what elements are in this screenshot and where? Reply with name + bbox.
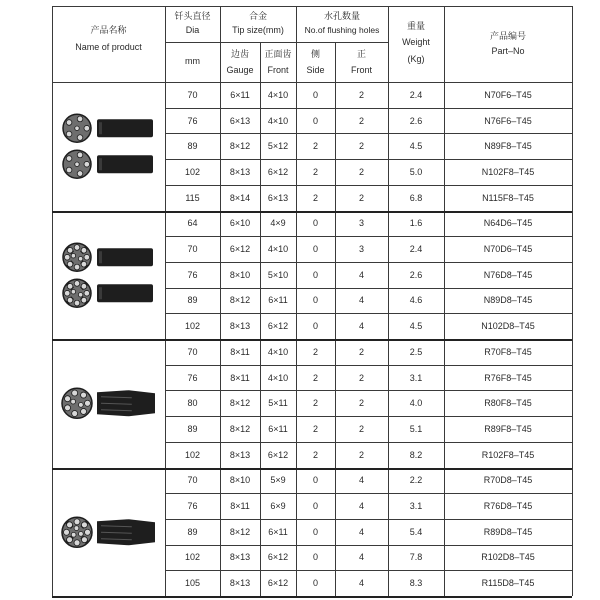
cell-hfront: 4: [358, 321, 364, 332]
cell-side: 0: [312, 475, 318, 486]
cell-front: 6×13: [267, 192, 289, 203]
cell-gauge: 8×13: [229, 552, 251, 563]
cell-front: 5×12: [267, 141, 289, 152]
cell-side: 2: [312, 166, 318, 177]
cell-part: R76D8–T45: [483, 501, 533, 512]
cell-weight: 8.3: [409, 578, 423, 589]
cell-hfront: 2: [358, 192, 364, 203]
cell-weight: 2.2: [409, 475, 423, 486]
cell-weight: 2.5: [409, 346, 423, 357]
table-top-rule: [52, 6, 572, 7]
cell-weight: 5.0: [409, 166, 423, 177]
cell-weight: 8.2: [409, 449, 423, 460]
cell-hfront: 2: [358, 423, 364, 434]
weight-header-cn: 重量: [406, 20, 425, 31]
cell-part: N64D6–T45: [483, 218, 533, 229]
cell-side: 0: [312, 578, 318, 589]
cell-weight: 7.8: [409, 552, 423, 563]
cell-dia: 102: [184, 552, 201, 563]
cell-hfront: 4: [358, 475, 364, 486]
cell-front: 4×9: [270, 218, 286, 229]
cell-gauge: 8×11: [230, 346, 250, 357]
cell-front: 6×12: [267, 166, 289, 177]
row-rule: [165, 365, 572, 366]
alloy-header-en: Tip size(mm): [232, 25, 284, 35]
cell-front: 4×10: [267, 244, 289, 255]
row-rule: [165, 313, 572, 314]
row-rule: [165, 262, 572, 263]
cell-front: 6×11: [268, 423, 288, 434]
cell-dia: 102: [184, 321, 201, 332]
table-right-rule: [572, 6, 573, 596]
retrac-drop-center-button-bit-icon: [55, 470, 163, 595]
cell-front: 4×10: [267, 115, 289, 126]
cell-part: R70D8–T45: [483, 475, 533, 486]
cell-hfront: 4: [358, 578, 364, 589]
cell-weight: 3.1: [409, 501, 423, 512]
cell-part: N102D8–T45: [481, 321, 535, 332]
cell-side: 2: [312, 346, 318, 357]
cell-front: 6×11: [268, 295, 288, 306]
cell-dia: 105: [184, 578, 201, 589]
cell-side: 0: [312, 526, 318, 537]
cell-weight: 5.1: [409, 423, 423, 434]
row-rule: [165, 390, 572, 391]
cell-side: 2: [312, 398, 318, 409]
cell-weight: 2.6: [409, 115, 423, 126]
row-rule: [165, 236, 572, 237]
row-rule: [165, 545, 572, 546]
cell-dia: 89: [187, 295, 198, 306]
cell-hfront: 4: [358, 552, 364, 563]
side-header-en: Side: [306, 65, 325, 75]
dia-header-en: Dia: [185, 25, 200, 35]
row-rule: [165, 519, 572, 520]
header-sub-rule: [220, 42, 296, 43]
cell-part: R80F8–T45: [484, 398, 532, 409]
cell-side: 2: [312, 141, 318, 152]
cell-side: 0: [312, 115, 318, 126]
weight-header-en: Weight: [402, 37, 430, 47]
table-left-rule: [52, 6, 53, 596]
cell-front: 4×10: [267, 346, 289, 357]
cell-front: 5×11: [268, 398, 288, 409]
cell-dia: 70: [187, 89, 198, 100]
cell-front: 6×11: [268, 526, 288, 537]
cell-side: 0: [312, 218, 318, 229]
dia-unit: mm: [185, 56, 200, 66]
cell-dia: 70: [187, 244, 198, 255]
product-header-cn: 产品名称: [90, 24, 127, 35]
row-rule: [165, 185, 572, 186]
cell-front: 5×10: [267, 269, 289, 280]
cell-gauge: 8×12: [229, 423, 251, 434]
cell-hfront: 4: [358, 295, 364, 306]
cell-side: 2: [312, 192, 318, 203]
front-header-en: Front: [267, 65, 289, 75]
cell-front: 6×12: [267, 552, 289, 563]
cell-side: 0: [312, 501, 318, 512]
cell-dia: 64: [187, 218, 198, 229]
cell-weight: 4.5: [409, 141, 423, 152]
cell-hfront: 2: [358, 398, 364, 409]
cell-side: 0: [312, 244, 318, 255]
row-rule: [165, 159, 572, 160]
cell-gauge: 6×12: [229, 244, 251, 255]
cell-dia: 89: [187, 423, 198, 434]
cell-gauge: 8×13: [229, 578, 251, 589]
cell-weight: 2.4: [409, 244, 423, 255]
cell-hfront: 2: [358, 141, 364, 152]
cell-part: R102D8–T45: [481, 552, 535, 563]
cell-hfront: 2: [358, 89, 364, 100]
cell-part: N89D8–T45: [483, 295, 533, 306]
cell-dia: 70: [187, 475, 198, 486]
cell-weight: 4.5: [409, 321, 423, 332]
cell-gauge: 8×11: [230, 372, 250, 383]
cell-weight: 1.6: [409, 218, 423, 229]
table-bottom-rule: [52, 596, 572, 598]
cell-hfront: 3: [358, 244, 364, 255]
holes-header-en: No.of flushing holes: [304, 25, 380, 35]
cell-dia: 89: [187, 141, 198, 152]
row-rule: [165, 416, 572, 417]
cell-side: 2: [312, 449, 318, 460]
cell-gauge: 8×13: [229, 321, 251, 332]
gauge-header-en: Gauge: [226, 65, 254, 75]
row-rule: [165, 108, 572, 109]
cell-gauge: 8×14: [229, 192, 251, 203]
cell-weight: 6.8: [409, 192, 423, 203]
cell-weight: 4.6: [409, 295, 423, 306]
cell-gauge: 6×10: [229, 218, 251, 229]
hole-front-header-en: Front: [350, 65, 372, 75]
header-sub-rule: [296, 42, 388, 43]
cell-side: 0: [312, 269, 318, 280]
cell-dia: 115: [185, 192, 200, 203]
cell-part: N70D6–T45: [483, 244, 533, 255]
cell-dia: 80: [187, 398, 198, 409]
cell-side: 0: [312, 552, 318, 563]
product-header-en: Name of product: [75, 42, 142, 52]
cell-dia: 76: [187, 269, 198, 280]
cell-part: R76F8–T45: [484, 372, 532, 383]
cell-front: 4×10: [267, 89, 289, 100]
cell-part: N70F6–T45: [484, 89, 532, 100]
cell-dia: 89: [187, 526, 198, 537]
cell-front: 6×12: [267, 449, 289, 460]
cell-part: R89D8–T45: [483, 526, 533, 537]
cell-part: N102F8–T45: [481, 166, 535, 177]
cell-hfront: 4: [358, 526, 364, 537]
cell-gauge: 8×10: [229, 475, 251, 486]
cell-weight: 2.6: [409, 269, 423, 280]
alloy-header-cn: 合金: [248, 10, 267, 21]
holes-header-cn: 水孔数量: [323, 10, 360, 21]
cell-weight: 2.4: [409, 89, 423, 100]
cell-part: R70F8–T45: [484, 346, 532, 357]
cell-dia: 76: [187, 372, 198, 383]
cell-hfront: 2: [358, 346, 364, 357]
row-rule: [165, 570, 572, 571]
weight-unit: (Kg): [407, 54, 425, 64]
cell-side: 0: [312, 89, 318, 100]
cell-front: 6×12: [267, 321, 289, 332]
cell-hfront: 2: [358, 449, 364, 460]
cell-dia: 76: [187, 115, 198, 126]
cell-weight: 3.1: [409, 372, 423, 383]
flat-face-button-bit-icon: [55, 84, 163, 209]
drop-center-button-bit-icon: [55, 213, 163, 338]
cell-gauge: 8×11: [230, 501, 250, 512]
cell-gauge: 8×13: [229, 166, 251, 177]
cell-gauge: 6×13: [229, 115, 251, 126]
cell-hfront: 2: [358, 166, 364, 177]
cell-gauge: 8×12: [229, 398, 251, 409]
row-rule: [165, 288, 572, 289]
cell-side: 2: [312, 372, 318, 383]
cell-hfront: 4: [358, 269, 364, 280]
cell-front: 4×10: [267, 372, 289, 383]
cell-part: N89F8–T45: [484, 141, 532, 152]
cell-weight: 4.0: [409, 398, 423, 409]
cell-part: N115F8–T45: [482, 192, 534, 203]
cell-front: 6×9: [270, 501, 286, 512]
hole-front-header-cn: 正: [356, 48, 366, 59]
cell-dia: 76: [187, 501, 198, 512]
cell-hfront: 2: [358, 115, 364, 126]
cell-part: N76F6–T45: [484, 115, 532, 126]
cell-gauge: 6×11: [230, 89, 250, 100]
cell-front: 6×12: [267, 578, 289, 589]
cell-gauge: 8×10: [229, 269, 251, 280]
part-header-cn: 产品编号: [489, 30, 526, 41]
cell-dia: 70: [187, 346, 198, 357]
row-rule: [165, 442, 572, 443]
row-rule: [165, 493, 572, 494]
cell-side: 0: [312, 295, 318, 306]
cell-dia: 102: [184, 166, 201, 177]
cell-side: 2: [312, 423, 318, 434]
cell-part: R102F8–T45: [481, 449, 535, 460]
cell-weight: 5.4: [409, 526, 423, 537]
cell-hfront: 4: [358, 501, 364, 512]
cell-part: N76D8–T45: [483, 269, 533, 280]
cell-front: 5×9: [270, 475, 286, 486]
cell-gauge: 8×12: [229, 295, 251, 306]
cell-gauge: 8×12: [229, 141, 251, 152]
cell-side: 0: [312, 321, 318, 332]
cell-gauge: 8×13: [229, 449, 251, 460]
front-header-cn: 正面齿: [264, 48, 292, 59]
dia-header-cn: 钎头直径: [174, 10, 211, 21]
cell-part: R115D8–T45: [481, 578, 535, 589]
cell-hfront: 2: [358, 372, 364, 383]
cell-gauge: 8×12: [229, 526, 251, 537]
side-header-cn: 侧: [310, 48, 320, 59]
cell-hfront: 3: [358, 218, 364, 229]
row-rule: [165, 133, 572, 134]
gauge-header-cn: 边齿: [230, 48, 249, 59]
header-sub-rule: [165, 42, 220, 43]
retrac-flat-face-button-bit-icon: [55, 341, 163, 466]
part-header-en: Part–No: [491, 46, 525, 56]
cell-dia: 102: [184, 449, 201, 460]
cell-part: R89F8–T45: [484, 423, 532, 434]
